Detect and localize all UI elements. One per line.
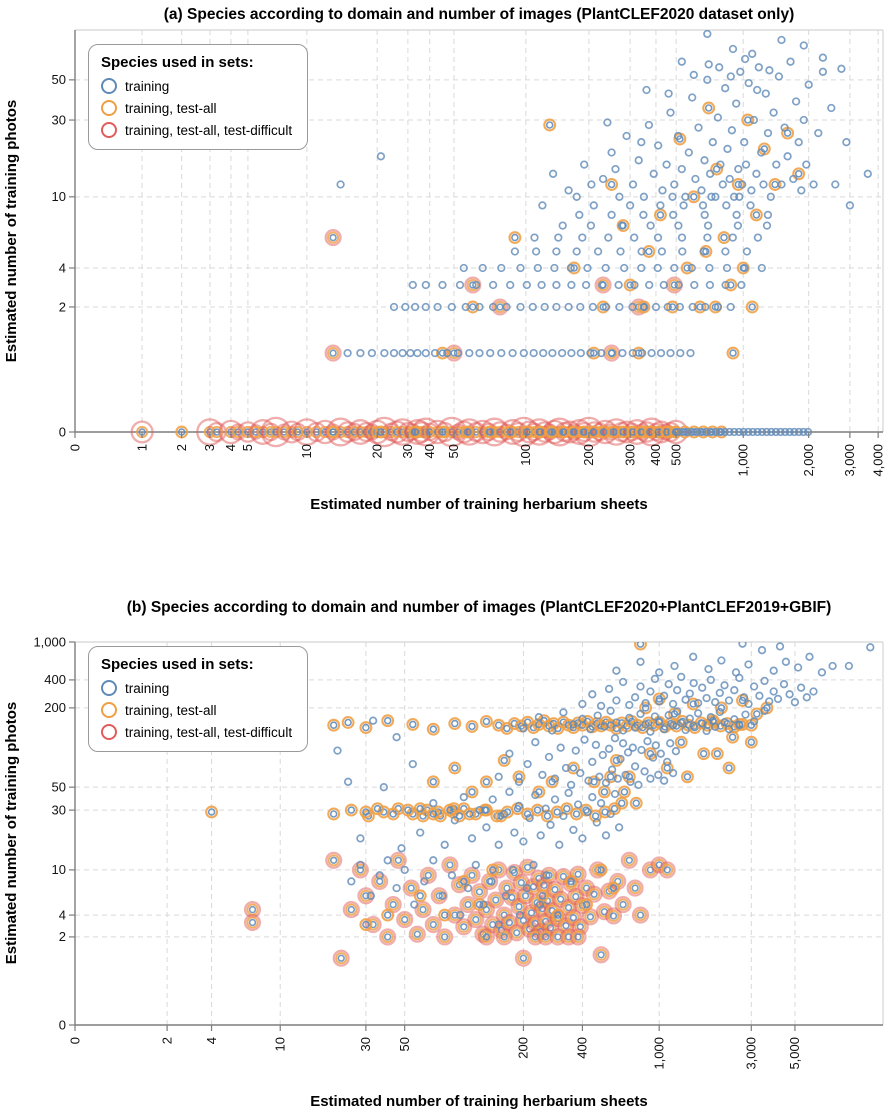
svg-text:2: 2	[159, 1037, 175, 1045]
legend-title: Species used in sets:	[101, 54, 254, 71]
svg-text:1,000: 1,000	[735, 444, 751, 477]
svg-text:200: 200	[581, 444, 597, 466]
svg-text:50: 50	[51, 72, 66, 88]
svg-text:500: 500	[668, 444, 684, 466]
svg-text:3: 3	[202, 444, 218, 452]
svg-text:4: 4	[203, 1037, 219, 1045]
training-test-all-test-difficult-marker-icon	[101, 122, 117, 138]
svg-text:30: 30	[51, 802, 66, 818]
legend-item-training	[101, 680, 292, 696]
training-marker-icon	[101, 78, 117, 94]
svg-text:4: 4	[58, 260, 66, 276]
legend-item-label: training, test-all, test-difficult	[125, 724, 293, 740]
chart-b-canvas	[0, 560, 892, 1117]
legend-item-label: training, test-all	[125, 100, 217, 116]
legend-item-label: training	[125, 78, 170, 94]
svg-text:10: 10	[51, 862, 66, 878]
svg-text:1: 1	[134, 444, 150, 452]
svg-text:5,000: 5,000	[787, 1037, 803, 1070]
training-marker-icon	[101, 680, 117, 696]
legend-item-training-test-all-test-difficult	[101, 122, 292, 138]
svg-text:5: 5	[240, 444, 256, 452]
svg-text:1,000: 1,000	[651, 1037, 667, 1070]
svg-text:100: 100	[518, 444, 534, 466]
legend-item-training-test-all	[101, 702, 292, 718]
svg-text:3,000: 3,000	[842, 444, 858, 477]
svg-text:10: 10	[272, 1037, 288, 1052]
svg-text:20: 20	[369, 444, 385, 459]
svg-text:50: 50	[51, 779, 66, 795]
chart-b-x-axis-title: Estimated number of training herbarium sheets	[310, 1093, 648, 1110]
svg-text:10: 10	[299, 444, 315, 459]
svg-text:40: 40	[422, 444, 438, 459]
svg-text:0: 0	[58, 424, 66, 440]
svg-text:300: 300	[622, 444, 638, 466]
series-training	[337, 31, 871, 436]
training-test-all-marker-icon	[101, 702, 117, 718]
svg-text:400: 400	[574, 1037, 590, 1059]
chart-a-y-axis-title: Estimated number of training photos	[3, 99, 20, 363]
legend-title: Species used in sets:	[101, 656, 254, 673]
training-test-all-marker-icon	[101, 100, 117, 116]
chart-b-title: (b) Species according to domain and number of images (PlantCLEF2020+PlantCLEF2019+GBIF)	[126, 599, 832, 616]
legend-item-training	[101, 78, 292, 94]
svg-text:2: 2	[58, 299, 66, 315]
legend-item-label: training, test-all, test-difficult	[125, 122, 293, 138]
svg-text:200: 200	[515, 1037, 531, 1059]
svg-text:10: 10	[51, 189, 66, 205]
legend-item-label: training	[125, 680, 170, 696]
legend-item-label: training, test-all	[125, 702, 217, 718]
svg-text:30: 30	[51, 112, 66, 128]
svg-text:4: 4	[58, 907, 66, 923]
svg-text:4,000: 4,000	[870, 444, 886, 477]
svg-text:1,000: 1,000	[33, 634, 66, 650]
legend-item-training-test-all-test-difficult	[101, 724, 292, 740]
series-training-test-all	[176, 103, 804, 438]
svg-text:3,000: 3,000	[743, 1037, 759, 1070]
svg-text:30: 30	[400, 444, 416, 459]
svg-text:50: 50	[396, 1037, 412, 1052]
svg-text:0: 0	[67, 444, 83, 452]
svg-text:50: 50	[446, 444, 462, 459]
legend	[88, 646, 308, 752]
chart-b	[0, 560, 892, 1117]
svg-text:400: 400	[44, 672, 66, 688]
chart-a-title: (a) Species according to domain and number of images (PlantCLEF2020 dataset only)	[163, 6, 795, 23]
training-test-all-test-difficult-marker-icon	[101, 724, 117, 740]
chart-b-y-axis-title: Estimated number of training photos	[3, 701, 20, 965]
legend	[88, 44, 308, 150]
svg-text:4: 4	[223, 444, 239, 452]
svg-text:0: 0	[67, 1037, 83, 1045]
svg-text:0: 0	[58, 1017, 66, 1033]
series-training-test-all-test-difficult	[132, 230, 687, 446]
chart-a-x-axis-title: Estimated number of training herbarium sheets	[310, 496, 648, 513]
svg-text:2: 2	[58, 929, 66, 945]
svg-text:30: 30	[358, 1037, 374, 1052]
legend-item-training-test-all	[101, 100, 292, 116]
svg-text:200: 200	[44, 700, 66, 716]
svg-text:2,000: 2,000	[800, 444, 816, 477]
svg-text:400: 400	[648, 444, 664, 466]
svg-text:2: 2	[173, 444, 189, 452]
